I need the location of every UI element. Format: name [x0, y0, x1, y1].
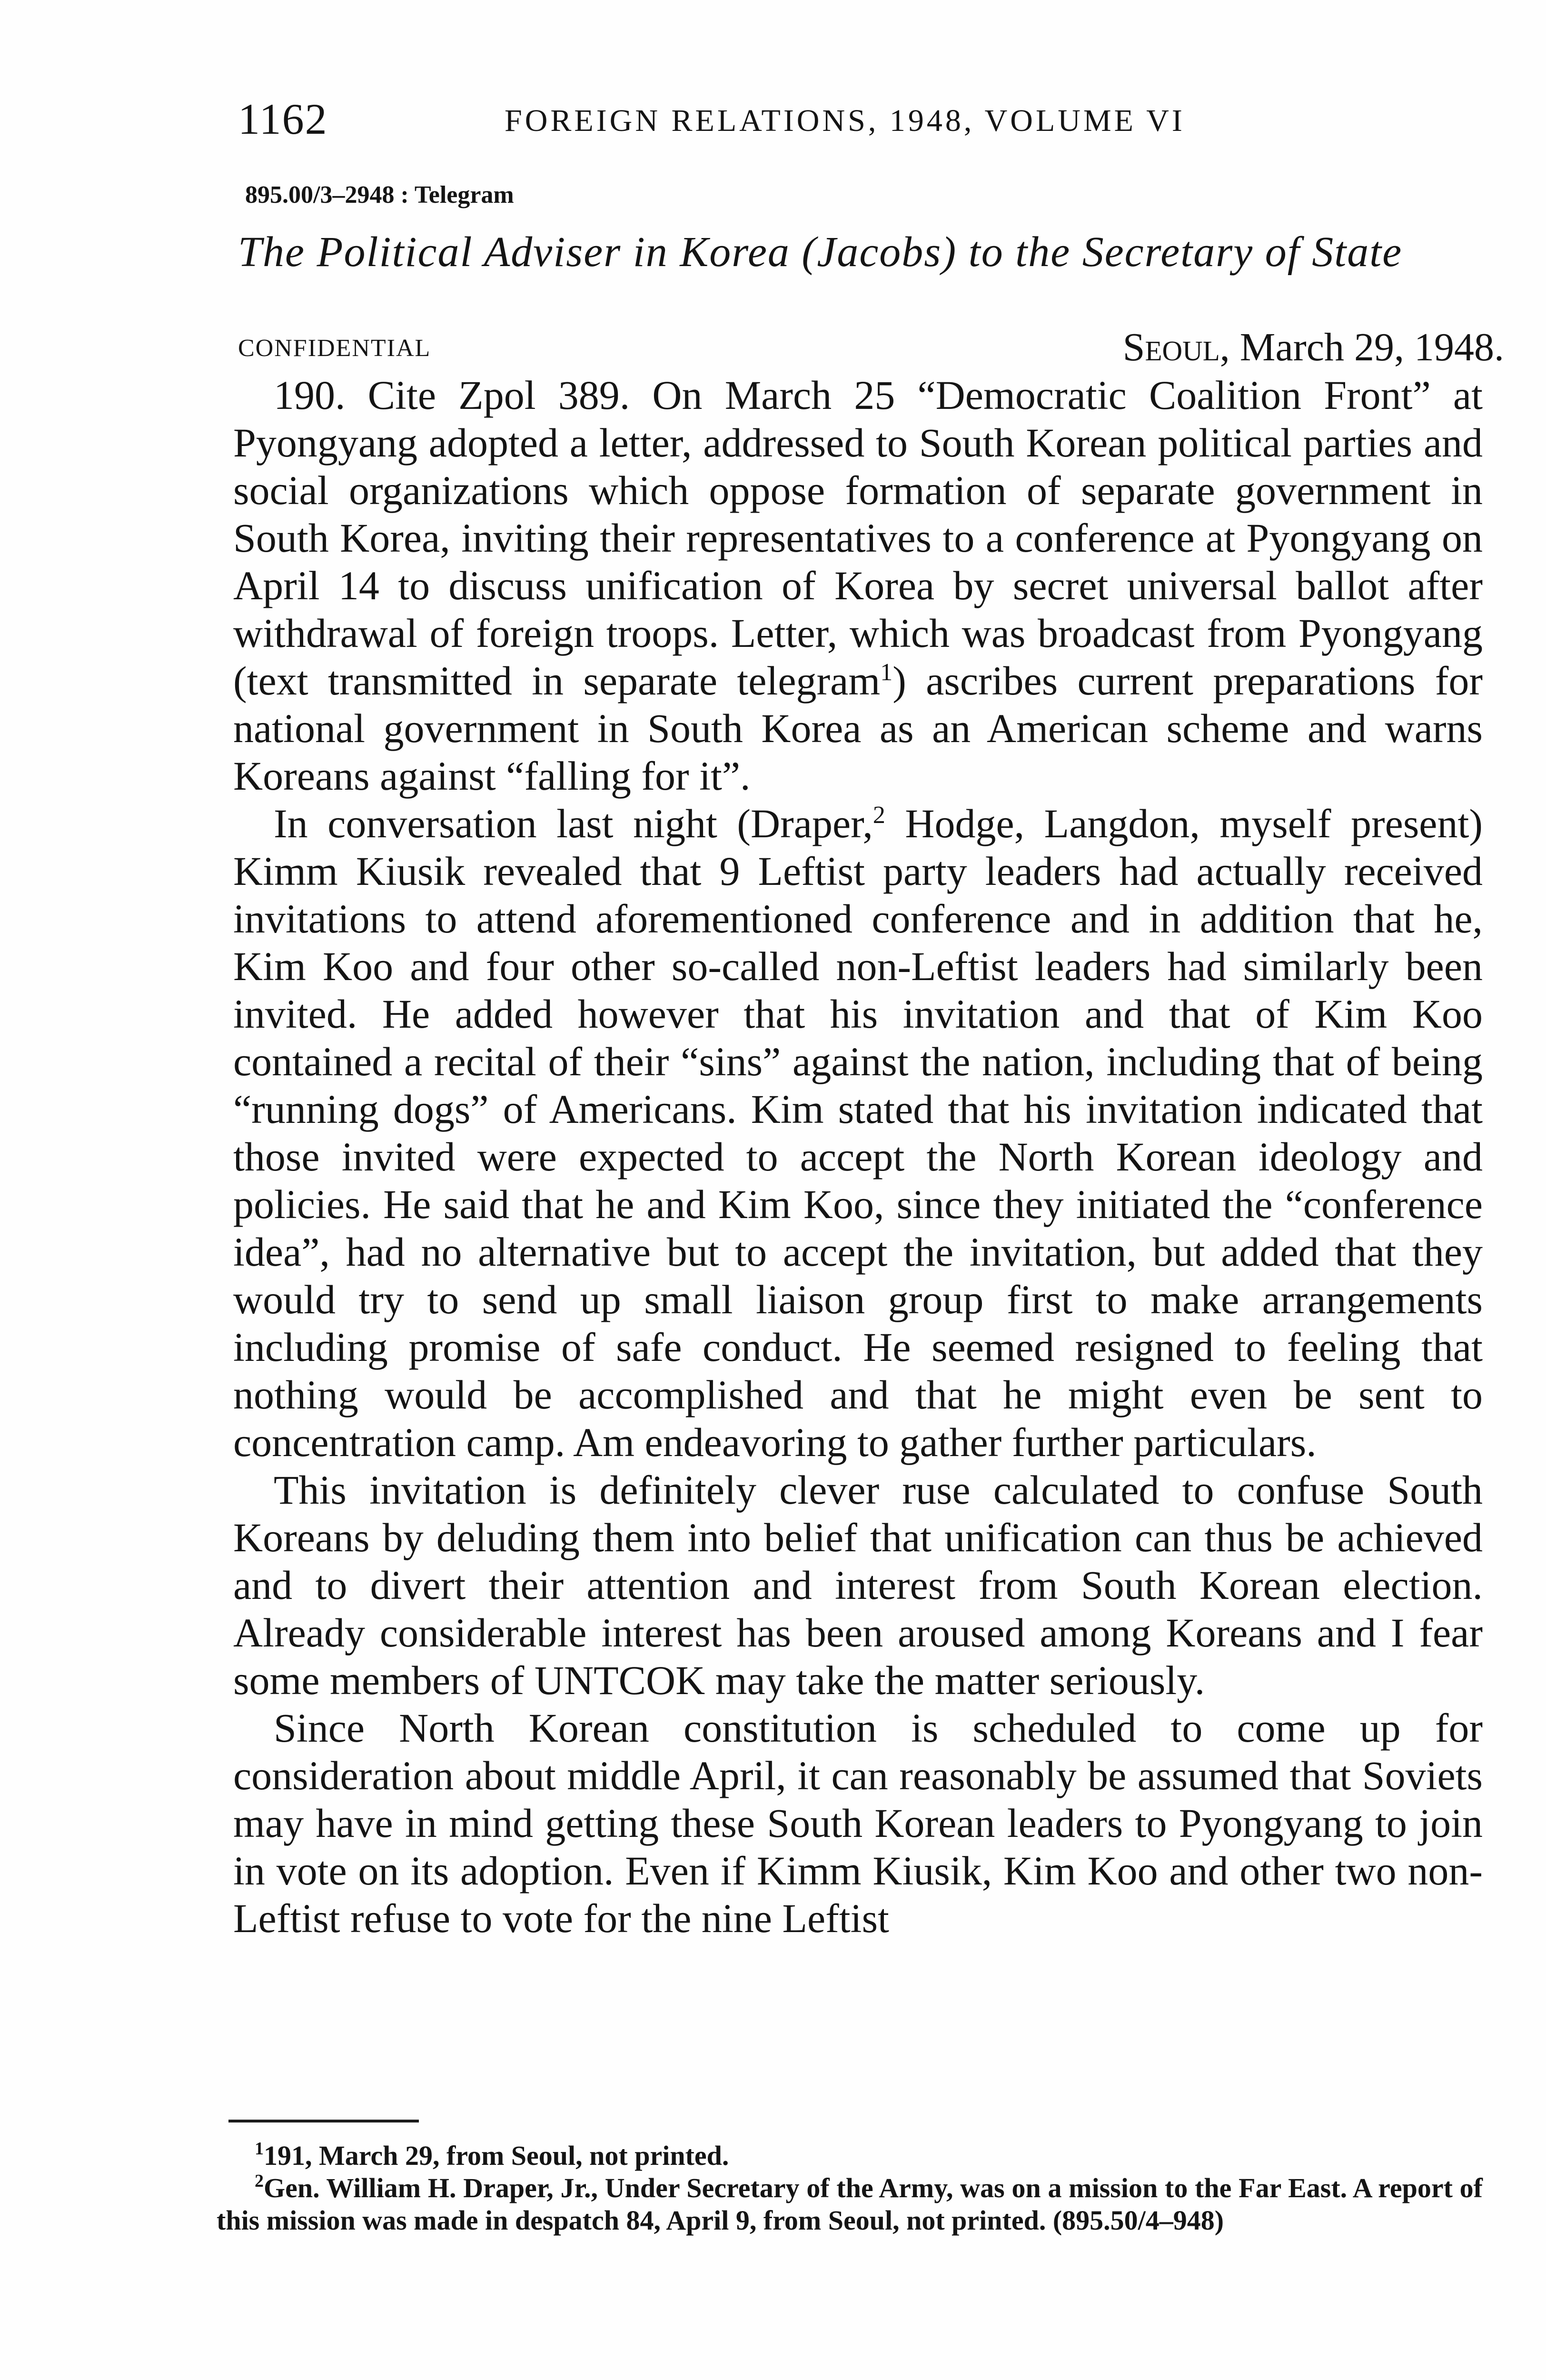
paragraph-text: In conversation last night (Draper, [274, 801, 873, 846]
paragraph [233, 371, 1483, 800]
paragraph [233, 800, 1483, 1466]
footnotes [217, 2140, 1483, 2237]
footnote-ref[interactable]: 2 [872, 802, 885, 829]
footnote-text: Gen. William H. Draper, Jr., Under Secretary of the Army, was on a mission to the Far East. A report of this mission was made in despatch 84, April 9, from Seoul, not printed. (895.50/4–948) [217, 2172, 1483, 2236]
paragraph-text: Hodge, Langdon, myself present) Kimm Kiusik revealed that 9 Leftist party leaders had actually received invitations to attend aforementioned conference and in addition that he, Kim Koo and four other so-called non-Leftist leaders had similarly been invited. He added however that his invitation and that of Kim Koo contained a recital of their “sins” against the nation, including that of being “running dogs” of Americans. Kim stated that his invitation indicated that those invited were expected to accept the North Korean ideology and policies. He said that he and Kim Koo, since they initiated the “conference idea”, had no alternative but to accept the invitation, but added that they would try to send up small liaison group first to make arrangements including promise of safe conduct. He seemed resigned to feeling that nothing would be accomplished and that he might even be sent to concentration camp. Am endeavoring to gather further particulars. [233, 801, 1483, 1465]
paragraph-text: 190. Cite Zpol 389. On March 25 “Democratic Coalition Front” at Pyongyang adopted a letter, addressed to South Korean political parties and social organizations which oppose formation of separate government in South Korea, inviting their representatives to a conference at Pyongyang on April 14 to discuss unification of Korea by secret universal ballot after withdrawal of foreign troops. Letter, which was broadcast from Pyongyang (text transmitted in separate telegram [233, 372, 1483, 704]
paragraph: Since North Korean constitution is scheduled to come up for consideration about middle April, it can reasonably be assumed that Soviets may have in mind getting these South Korean leaders to Pyongyang to join in vote on its adoption. Even if Kimm Kiusik, Kim Koo and other two non-Leftist refuse to vote for the nine Leftist [233, 1705, 1483, 1941]
footnote-marker: 2 [255, 2171, 264, 2191]
document-id: 895.00/3–2948 : Telegram [245, 181, 514, 208]
page-number: 1162 [238, 95, 328, 143]
telegram-body [233, 371, 1483, 1942]
classification-label: CONFIDENTIAL [238, 335, 431, 362]
document-meta [238, 321, 1504, 374]
dateline-city: Seoul, [1122, 325, 1230, 369]
document-title: The Political Adviser in Korea (Jacobs) to the Secretary of State [238, 228, 1403, 276]
footnote [217, 2172, 1483, 2237]
footnote-text: 191, March 29, from Seoul, not printed. [264, 2140, 729, 2171]
page-header [238, 90, 1480, 148]
paragraph: This invitation is definitely clever ruse calculated to confuse South Koreans by deluding them into belief that unification can thus be achieved and to divert their attention and interest from South Korean election. Already considerable interest has been aroused among Koreans and I fear some members of UNTCOK may take the matter seriously. [233, 1467, 1483, 1703]
dateline [1123, 321, 1504, 374]
paragraph-text: ) ascribes current preparations for national government in South Korea as an American scheme and warns Koreans against “falling for it”. [233, 658, 1483, 799]
footnote-marker: 1 [255, 2139, 264, 2159]
footnote-divider [228, 2120, 419, 2122]
footnote-ref[interactable]: 1 [880, 659, 893, 686]
footnote [217, 2140, 1483, 2172]
running-head: FOREIGN RELATIONS, 1948, VOLUME VI [505, 103, 1185, 138]
dateline-date: March 29, 1948. [1229, 325, 1504, 369]
